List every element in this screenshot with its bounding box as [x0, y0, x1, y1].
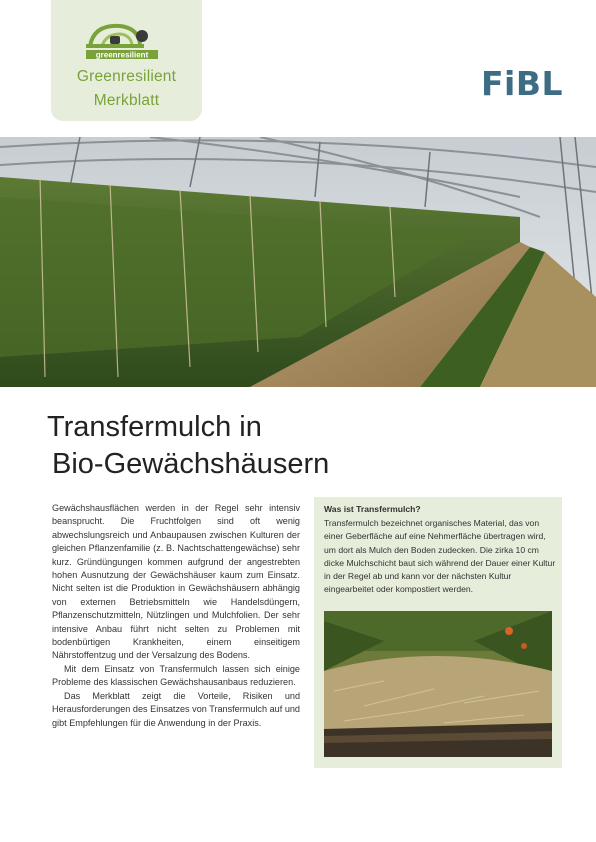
info-box-text: Transfermulch bezeichnet organisches Material, das von einer Geberfläche auf eine Nehmerfläche übertragen wird, um dort als Mulch den Boden zudecken. Die zirka 10 cm dicke Mulchschicht baut sich während der Dauer einer Kultur in der Regel ab und kann vor der nächsten Kultur eingearbeitet oder kompostiert werden. [324, 518, 556, 595]
greenhouse-photo [0, 137, 596, 387]
body-paragraph: Mit dem Einsatz von Transfermulch lassen sich einige Probleme des klassischen Gewächshausanbaus reduzieren. [52, 663, 300, 688]
body-text [52, 502, 300, 730]
body-paragraph: Das Merkblatt zeigt die Vorteile, Risiken und Herausforderungen des Einsatzes von Transfermulch auf und gibt Empfehlungen für die Anwendung in der Praxis. [52, 690, 300, 728]
badge-title: Greenresilient [76, 68, 177, 85]
fibl-logo: FiBL [481, 64, 564, 103]
greenresilient-logo-icon [80, 20, 162, 62]
page-title-line-1: Transfermulch in [47, 411, 262, 443]
badge-subtitle: Merkblatt [93, 92, 160, 109]
logo-wordmark: greenresilient [95, 50, 149, 60]
body-paragraph: Gewächshausflächen werden in der Regel sehr intensiv beansprucht. Die Fruchtfolgen sind oft wenig abwechslungsreich und Anbaupausen zwischen Kulturen der gleichen Pflanzenfamilie (z. B. Nachtschattengewächse) sehr kurz. Gründüngungen kommen aufgrund der angestrebten hohen Ausnutzung der Gewächshäuser kaum zum Einsatz. Nicht selten ist die Produktion in Gewächshäusern abhängig von externen Betriebsmitteln wie Handelsdüngern, Pflanzenschutzmitteln, Nützlingen und Mulchfolien. Der sehr intensive Anbau führt nicht selten zu Problemen mit bodenbürtigen Krankheiten, einem einseitigem Nährstoffentzug und der Versalzung des Bodens. [52, 503, 300, 661]
mulch-photo [324, 611, 552, 757]
info-box-heading: Was ist Transfermulch? [324, 504, 421, 514]
page-title-line-2: Bio-Gewächshäusern [52, 448, 330, 480]
